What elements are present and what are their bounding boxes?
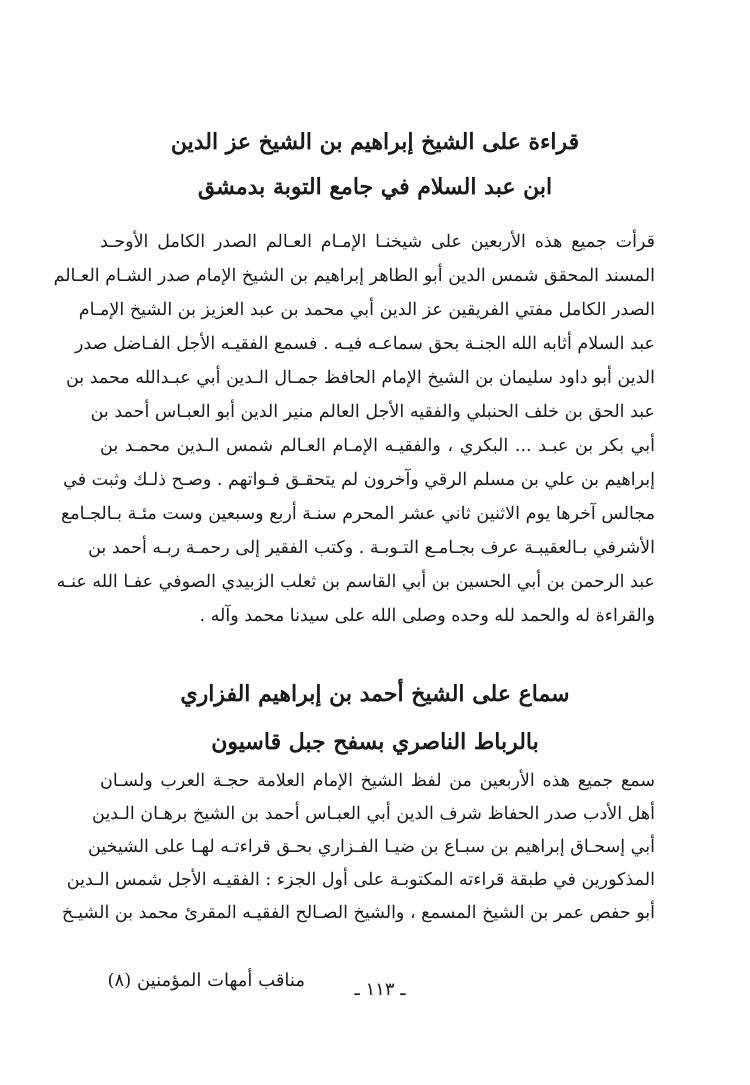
- body-line: أبو حفص عمر بن الشيخ المسمع ، والشيخ الصـالح الفقيـه المقرئ محمد بن الشيـخ: [61, 903, 655, 923]
- body-line: عبد الرحمن بن أبي الحسين بن أبي القاسم بن ثعلب الزبيدي الصوفي عفـا الله عنـه: [56, 572, 655, 592]
- section2-heading-line1: سماع على الشيخ أحمد بن إبراهيم الفزاري: [180, 681, 570, 707]
- body-line: إبراهيم بن علي بن مسلم الرقي وآخرون لم يتحقـق فـواتهم . وصـح ذلـك وثبت في: [63, 470, 655, 490]
- body-line: الدين أبو داود سليمان بن الشيخ الإمام الحافظ جمـال الـدين أبي عبـدالله محمد بن: [65, 368, 655, 388]
- body-line: سمع جميع هذه الأربعين من لفظ الشيخ الإمام العلامة حجـة العرب ولسـان: [100, 771, 655, 791]
- page-number: ـ ١١٣ ـ: [354, 979, 406, 1000]
- body-line: أهل الأدب صدر الحفاظ شرف الدين أبي العبـاس أحمد بن الشيخ برهـان الـدين: [92, 804, 655, 824]
- body-line: عبد السلام أثابه الله الجنـة بحق سماعـه فيـه . فسمع الفقيـه الأجل الفـاضل صدر: [75, 334, 655, 354]
- body-line: الأشرفي بـالعقيبـة عرف بجـامـع التـوبـة . وكتب الفقير إلى رحمـة ربـه أحمد بن: [88, 538, 655, 558]
- body-line: المسند المحقق شمس الدين أبو الطاهر إبراهيم بن الشيخ الإمام صدر الشـام العـالم: [53, 266, 655, 286]
- section1-heading-line2: ابن عبد السلام في جامع التوبة بدمشق: [197, 174, 553, 200]
- running-footer-title: مناقب أمهات المؤمنين (٨): [107, 970, 305, 991]
- body-line: قرأت جميع هذه الأربعين على شيخنـا الإمـام العـالم الصدر الكامل الأوحـد: [100, 232, 655, 252]
- body-line: الصدر الكامل مفتي الفريقين عز الدين أبي محمد بن عبد العزيز بن الشيخ الإمـام: [78, 300, 655, 320]
- body-line: أبي بكر بن عبـد ... البكري ، والفقيـه الإمـام العـالم شمس الـدين محمـد بن: [100, 436, 655, 456]
- section2-heading-line2: بالرباط الناصري بسفح جبل قاسيون: [211, 729, 539, 755]
- body-line: والقراءة له والحمد لله وحده وصلى الله على سيدنا محمد وآله .: [199, 606, 655, 626]
- body-line: المذكورين في طبقة قراءته المكتوبـة على أول الجزء : الفقيـه الأجل شمس الـدين: [66, 870, 655, 890]
- body-line: عبد الحق بن خلف الحنبلي والفقيه الأجل العالم منير الدين أبو العبـاس أحمد بن: [90, 402, 655, 422]
- body-line: أبي إسحـاق إبراهيم بن سبـاع بن ضيـا الفـزاري بحـق قراءتـه لهـا على الشيخين: [87, 837, 655, 857]
- body-line: مجالس آخرها يوم الاثنين ثاني عشر المحرم سنـة أربع وسبعين وست مئـة بـالجـامع: [60, 504, 655, 524]
- section1-heading-line1: قراءة على الشيخ إبراهيم بن الشيخ عز الدين: [170, 129, 580, 155]
